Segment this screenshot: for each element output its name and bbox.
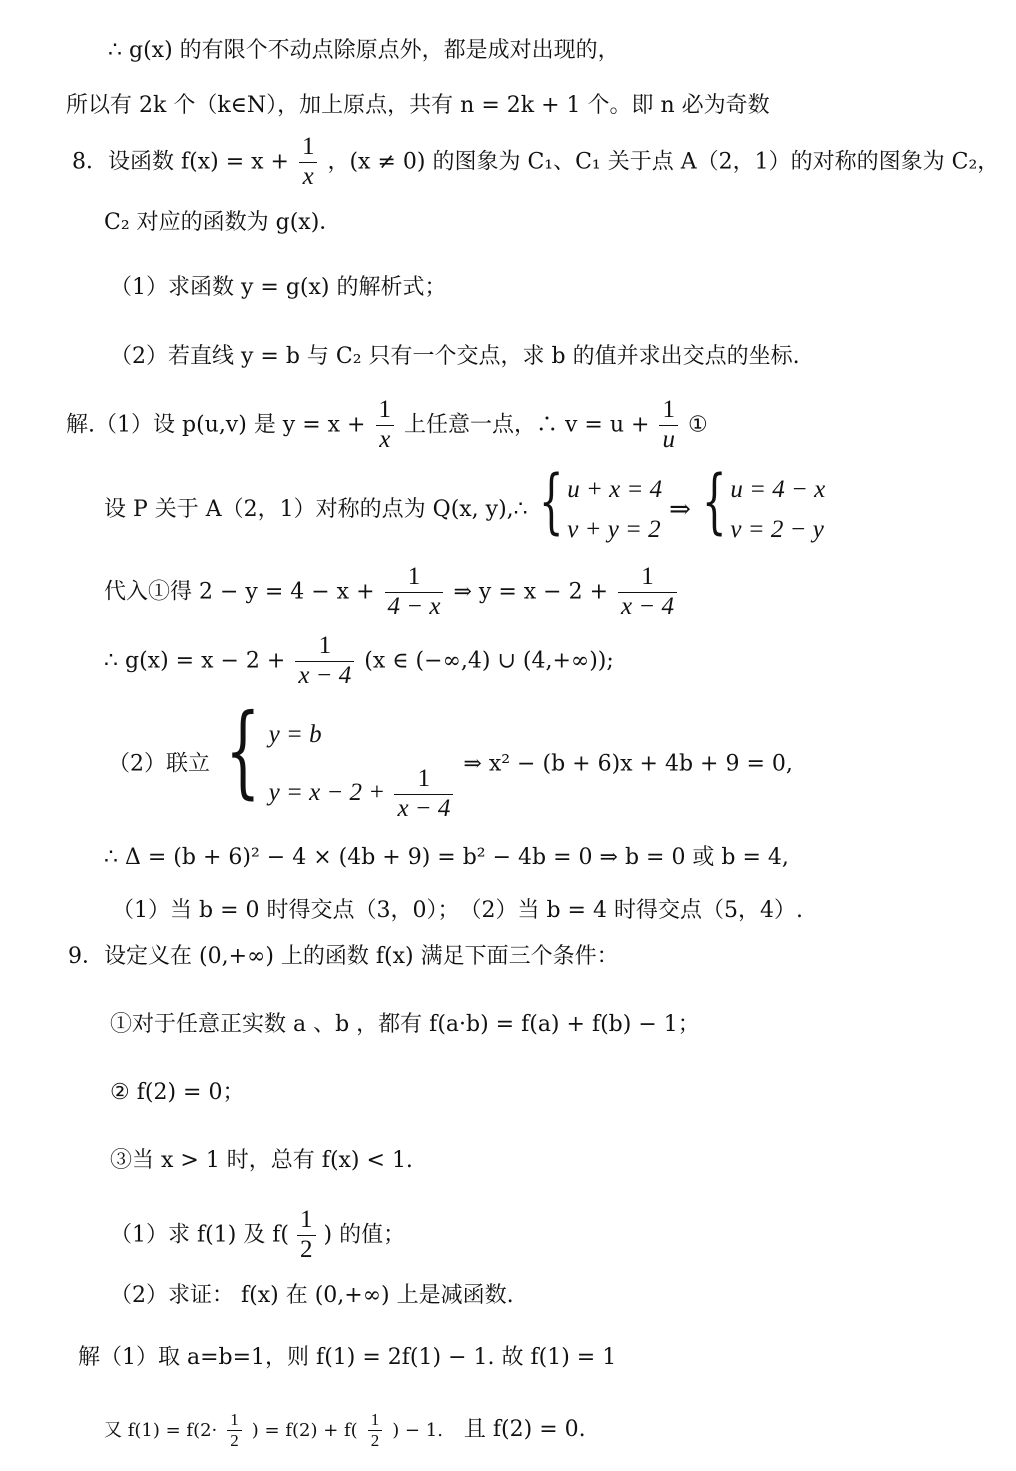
system-row: y = b (268, 721, 322, 748)
left-brace-icon: { (225, 692, 261, 809)
question-9-1-part-b: ) 的值； (323, 1222, 406, 1248)
fraction-1-over-x (299, 133, 318, 192)
solution-9-part-b: ) = f(2) + f( (251, 1420, 358, 1442)
fraction-numerator: 1 (299, 133, 318, 163)
fraction-denominator: x (379, 425, 391, 453)
fraction-numerator: 1 (659, 396, 678, 426)
fraction-numerator: 1 (368, 1410, 383, 1431)
fraction-numerator: 1 (394, 765, 453, 795)
fraction-1-over-2 (368, 1410, 383, 1450)
fraction-numerator: 1 (227, 1410, 242, 1431)
question-8-1: （1）求函数 y = g(x) 的解析式； (110, 275, 447, 300)
fraction-1-over-x-minus-4 (618, 563, 677, 622)
fraction-denominator: 2 (230, 1430, 239, 1450)
solution-8-part-a: 解.（1）设 p(u,v) 是 y = x + (66, 412, 366, 438)
problem-8-statement (72, 133, 999, 192)
fraction-1-over-x (376, 396, 395, 455)
system-row: u + x = 4 (567, 476, 663, 503)
equation-marker: ① (687, 412, 708, 438)
question-9-1-part-a: （1）求 f(1) 及 f( (110, 1222, 290, 1248)
solution-8-line-2 (104, 460, 826, 550)
left-brace-icon: { (538, 460, 564, 542)
solution-8-part-b: 上任意一点，∴ v = u + (404, 412, 650, 438)
solution-9-line-2 (104, 1410, 586, 1450)
condition-2: ② f(2) = 0； (110, 1080, 245, 1105)
fraction-denominator: u (662, 425, 675, 453)
system-row: v = 2 − y (730, 516, 824, 543)
fraction-numerator: 1 (295, 632, 354, 662)
fraction-denominator: x − 4 (621, 592, 674, 620)
fraction-numerator: 1 (376, 396, 395, 426)
system-row: u = 4 − x (730, 476, 826, 503)
g-definition: ∴ g(x) = x − 2 + (104, 648, 286, 674)
substitute-text: 代入①得 2 − y = 4 − x + (104, 579, 375, 605)
solution-9-part-d: 且 f(2) = 0. (463, 1417, 586, 1443)
fraction-1-over-u (659, 396, 678, 455)
fraction-1-over-2 (227, 1410, 242, 1450)
system-3-rows (269, 706, 457, 824)
left-brace-icon: { (701, 460, 727, 542)
discriminant-line: ∴ Δ = (b + 6)² − 4 × (4b + 9) = b² − 4b = 0 ⇒ b = 0 或 b = 4, (104, 845, 789, 870)
solution-9-part-c: ) − 1. (392, 1420, 443, 1442)
fraction-denominator: x − 4 (397, 794, 451, 822)
fraction-denominator: x − 4 (298, 661, 352, 689)
system-row: v + y = 2 (567, 516, 661, 543)
solution-8-line-4 (104, 632, 614, 691)
problem-8-part-b: ，(x ≠ 0) 的图象为 C₁、C₁ 关于点 A（2，1）的对称的图象为 C₂， (327, 149, 1000, 175)
question-9-1 (110, 1206, 405, 1265)
intersection-points: （1）当 b = 0 时得交点（3，0）； （2）当 b = 4 时得交点（5，4）. (112, 898, 803, 923)
fraction-1-over-2 (297, 1206, 316, 1265)
line-2: 所以有 2k 个（k∈N），加上原点，共有 n = 2k + 1 个。即 n 必为奇数 (66, 93, 770, 118)
fraction-numerator: 1 (385, 563, 444, 593)
simultaneous-label: （2）联立 (108, 751, 210, 777)
fraction-numerator: 1 (618, 563, 677, 593)
condition-1: ①对于任意正实数 a 、b ，都有 f(a·b) = f(a) + f(b) − 1； (110, 1012, 700, 1037)
system-1-rows (567, 470, 662, 550)
question-8-2: （2）若直线 y = b 与 C₂ 只有一个交点，求 b 的值并求出交点的坐标. (110, 344, 800, 369)
line-4: C₂ 对应的函数为 g(x)． (104, 210, 342, 235)
fraction-denominator: 2 (370, 1430, 380, 1450)
substitute-result: ⇒ y = x − 2 + (453, 579, 609, 605)
system-3 (217, 692, 456, 824)
system-row-with-fraction (269, 764, 457, 824)
system-1 (535, 460, 663, 550)
solution-8-line-1 (66, 396, 708, 455)
g-domain: (x ∈ (−∞,4) ∪ (4,+∞)); (364, 648, 614, 674)
fraction-denominator: x (302, 162, 314, 190)
system-2 (698, 460, 826, 550)
quadratic-result: ⇒ x² − (b + 6)x + 4b + 9 = 0, (463, 751, 793, 777)
solution-8-line-3 (104, 563, 680, 622)
fraction-1-over-4-minus-x (385, 563, 444, 622)
fraction-1-over-x-minus-4 (295, 632, 354, 691)
fraction-1-over-x-minus-4 (394, 765, 453, 824)
solution-8-line-5 (108, 692, 793, 824)
system-2-rows (730, 470, 825, 550)
line-1: ∴ g(x) 的有限个不动点除原点外，都是成对出现的， (108, 38, 620, 63)
solution-9-part-a: 又 f(1) = f(2· (104, 1420, 218, 1442)
fraction-numerator: 1 (297, 1206, 316, 1236)
symmetry-text: 设 P 关于 A（2，1）对称的点为 Q(x, y),∴ (104, 496, 528, 522)
fraction-denominator: 2 (300, 1235, 313, 1263)
implies-arrow: ⇒ (669, 494, 691, 525)
problem-9-statement: 9．设定义在 (0,+∞) 上的函数 f(x) 满足下面三个条件： (68, 944, 619, 969)
system-row-text: y = x − 2 + (268, 779, 386, 806)
problem-8-part-a: 8．设函数 f(x) = x + (72, 149, 289, 175)
condition-3: ③当 x > 1 时，总有 f(x) < 1. (110, 1148, 413, 1173)
solution-9-line-1: 解（1）取 a=b=1，则 f(1) = 2f(1) − 1. 故 f(1) = 1 (78, 1345, 617, 1370)
fraction-denominator: 4 − x (387, 592, 441, 620)
question-9-2: （2）求证： f(x) 在 (0,+∞) 上是减函数. (110, 1283, 514, 1308)
